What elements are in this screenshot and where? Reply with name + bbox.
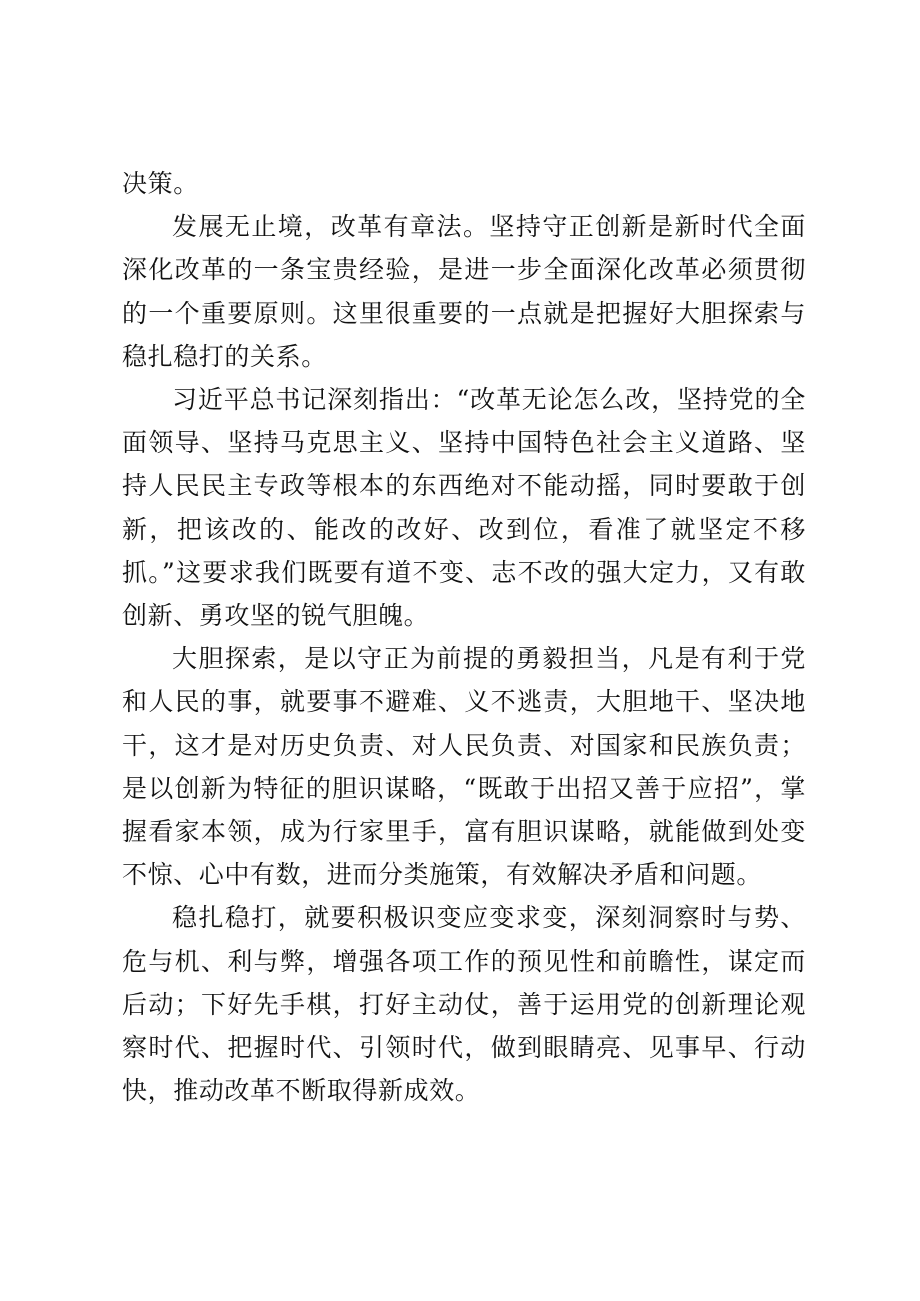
document-page [122, 162, 806, 1112]
paragraph-quote: 习近平总书记深刻指出：“改革无论怎么改，坚持党的全面领导、坚持马克思主义、坚持中国特色社会主义道路、坚持人民民主专政等根本的东西绝对不能动摇，同时要敢于创新，把该改的、能改的改好、改到位，看准了就坚定不移抓。”这要求我们既要有道不变、志不改的强大定力，又有敢创新、勇攻坚的锐气胆魄。 [122, 385, 806, 631]
paragraph-continuation: 决策。 [122, 169, 199, 198]
paragraph-reform-principle: 发展无止境，改革有章法。坚持守正创新是新时代全面深化改革的一条宝贵经验，是进一步全面深化改革必须贯彻的一个重要原则。这里很重要的一点就是把握好大胆探索与稳扎稳打的关系。 [122, 212, 806, 371]
paragraph-bold-exploration: 大胆探索，是以守正为前提的勇毅担当，凡是有利于党和人民的事，就要事不避难、义不逃责，大胆地干、坚决地干，这才是对历史负责、对人民负责、对国家和民族负责；是以创新为特征的胆识谋略，“既敢于出招又善于应招”，掌握看家本领，成为行家里手，富有胆识谋略，就能做到处变不惊、心中有数，进而分类施策，有效解决矛盾和问题。 [122, 644, 806, 890]
paragraph-steady-progress: 稳扎稳打，就要积极识变应变求变，深刻洞察时与势、危与机、利与弊，增强各项工作的预见性和前瞻性，谋定而后动；下好先手棋，打好主动仗，善于运用党的创新理论观察时代、把握时代、引领时代，做到眼睛亮、见事早、行动快，推动改革不断取得新成效。 [122, 903, 806, 1106]
